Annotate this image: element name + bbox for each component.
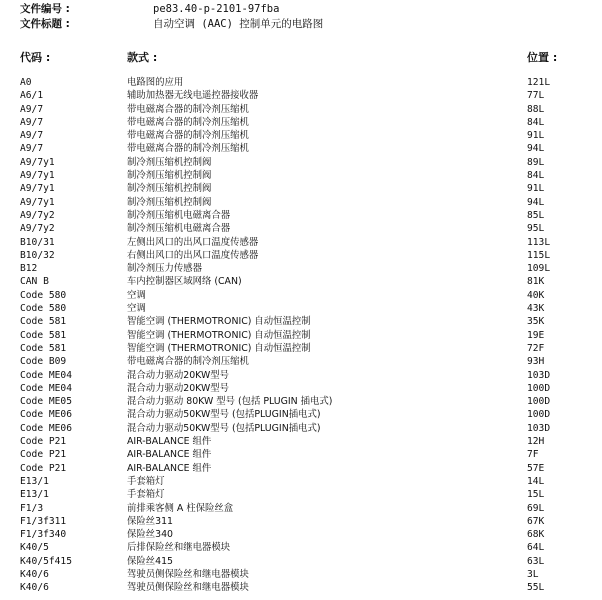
row-position: 77L (527, 90, 545, 102)
row-description: 智能空调 (THERMOTRONIC) 自动恒温控制 (127, 329, 311, 341)
row-position: 7F (527, 449, 539, 461)
row-position: 84L (527, 116, 545, 128)
row-position: 15L (527, 489, 545, 501)
row-position: 14L (527, 475, 545, 487)
row-code: A9/7 (20, 130, 44, 142)
row-position: 89L (527, 156, 545, 168)
file-title-value: 自动空调 (AAC) 控制单元的电路图 (153, 18, 324, 30)
row-description: 后排保险丝和继电器模块 (127, 542, 231, 554)
component-table (0, 76, 602, 595)
table-row (0, 236, 602, 249)
row-position: 109L (527, 263, 551, 275)
row-code: A9/7y1 (20, 196, 55, 208)
row-description: 驾驶员侧保险丝和继电器模块 (127, 582, 249, 594)
row-position: 72F (527, 342, 545, 354)
table-row (0, 182, 602, 195)
row-code: A6/1 (20, 90, 44, 102)
row-code: Code P21 (20, 462, 67, 474)
row-position: 94L (527, 143, 545, 155)
row-code: F1/3 (20, 502, 44, 514)
row-code: A9/7 (20, 143, 44, 155)
row-code: E13/1 (20, 489, 49, 501)
table-row (0, 262, 602, 275)
table-row (0, 275, 602, 288)
row-code: Code 581 (20, 316, 67, 328)
table-row (0, 488, 602, 501)
row-description: 混合动力驱动 80KW 型号 (包括 PLUGIN 插电式) (127, 396, 333, 408)
row-description: 带电磁离合器的制冷剂压缩机 (127, 356, 249, 368)
row-description: 空调 (127, 303, 146, 315)
row-description: 制冷剂压缩机电磁离合器 (127, 223, 231, 235)
table-row (0, 462, 602, 475)
table-row (0, 581, 602, 594)
row-position: 94L (527, 196, 545, 208)
row-description: 混合动力驱动50KW型号 (包括PLUGIN插电式) (127, 409, 321, 421)
row-description: 前排乘客侧 A 柱保险丝盒 (127, 502, 234, 514)
row-description: 制冷剂压力传感器 (127, 263, 203, 275)
row-description: 带电磁离合器的制冷剂压缩机 (127, 143, 249, 155)
row-description: 保险丝311 (127, 515, 174, 527)
table-row (0, 156, 602, 169)
row-code: K40/6 (20, 568, 49, 580)
row-position: 95L (527, 223, 545, 235)
row-position: 100D (527, 409, 551, 421)
row-description: 制冷剂压缩机控制阀 (127, 196, 212, 208)
row-position: 100D (527, 396, 551, 408)
row-code: B10/32 (20, 249, 55, 261)
table-header (0, 50, 602, 66)
row-code: F1/3f311 (20, 515, 67, 527)
row-position: 103D (527, 369, 551, 381)
table-row (0, 302, 602, 315)
row-description: 混合动力驱动20KW型号 (127, 382, 230, 394)
table-row (0, 329, 602, 342)
row-code: A9/7y1 (20, 170, 55, 182)
row-position: 12H (527, 436, 545, 448)
row-code: A9/7y2 (20, 209, 55, 221)
row-code: Code P21 (20, 436, 67, 448)
row-code: A0 (20, 77, 32, 88)
table-row (0, 435, 602, 448)
row-code: Code B09 (20, 356, 67, 368)
row-position: 69L (527, 502, 545, 514)
row-position: 55L (527, 582, 545, 594)
row-description: 电路图的应用 (127, 77, 184, 88)
file-number-value: pe83.40-p-2101-97fba (153, 3, 280, 15)
row-position: 3L (527, 568, 539, 580)
header-code: 代码 : (20, 51, 51, 64)
row-description: 车内控制器区域网络 (CAN) (127, 276, 242, 288)
row-position: 115L (527, 249, 551, 261)
row-description: 智能空调 (THERMOTRONIC) 自动恒温控制 (127, 316, 311, 328)
row-position: 103D (527, 422, 551, 434)
row-code: Code ME06 (20, 422, 72, 434)
row-position: 88L (527, 103, 545, 115)
row-code: Code 581 (20, 329, 67, 341)
table-row (0, 89, 602, 102)
table-row (0, 568, 602, 581)
row-position: 43K (527, 303, 545, 315)
row-description: 空调 (127, 289, 146, 301)
row-code: Code 580 (20, 303, 67, 315)
table-row (0, 555, 602, 568)
row-code: K40/6 (20, 582, 49, 594)
file-number-label: 文件编号 : (20, 3, 70, 15)
row-position: 67K (527, 515, 545, 527)
row-description: 智能空调 (THERMOTRONIC) 自动恒温控制 (127, 342, 311, 354)
row-description: 制冷剂压缩机电磁离合器 (127, 209, 231, 221)
table-row (0, 103, 602, 116)
row-code: Code 581 (20, 342, 67, 354)
file-title-label: 文件标题 : (20, 18, 70, 30)
table-row (0, 408, 602, 421)
table-row (0, 289, 602, 302)
row-code: A9/7y2 (20, 223, 55, 235)
table-row (0, 541, 602, 554)
row-description: 混合动力驱动20KW型号 (127, 369, 230, 381)
row-description: 保险丝340 (127, 529, 174, 541)
row-description: 制冷剂压缩机控制阀 (127, 170, 212, 182)
table-row (0, 196, 602, 209)
row-position: 100D (527, 382, 551, 394)
row-position: 91L (527, 130, 545, 142)
table-row (0, 142, 602, 155)
header-description: 款式 : (127, 51, 158, 64)
table-row (0, 76, 602, 89)
row-code: K40/5f415 (20, 555, 72, 567)
table-row (0, 315, 602, 328)
table-row (0, 528, 602, 541)
row-description: 右侧出风口的出风口温度传感器 (127, 249, 259, 261)
table-row (0, 342, 602, 355)
row-position: 57E (527, 462, 545, 474)
row-position: 64L (527, 542, 545, 554)
row-description: 带电磁离合器的制冷剂压缩机 (127, 116, 249, 128)
row-position: 81K (527, 276, 545, 288)
table-row (0, 355, 602, 368)
row-position: 63L (527, 555, 545, 567)
row-code: B10/31 (20, 236, 55, 248)
row-description: 辅助加热器无线电遥控器接收器 (127, 90, 259, 102)
row-position: 121L (527, 77, 551, 88)
row-description: 驾驶员侧保险丝和继电器模块 (127, 568, 249, 580)
header-position: 位置 : (527, 51, 558, 64)
row-description: 手套箱灯 (127, 489, 165, 501)
row-code: A9/7 (20, 116, 44, 128)
table-row (0, 222, 602, 235)
row-description: 手套箱灯 (127, 475, 165, 487)
table-row (0, 169, 602, 182)
table-row (0, 502, 602, 515)
table-row (0, 515, 602, 528)
row-description: 混合动力驱动50KW型号 (包括PLUGIN插电式) (127, 422, 321, 434)
table-row (0, 129, 602, 142)
table-row (0, 475, 602, 488)
row-code: F1/3f340 (20, 529, 67, 541)
row-code: Code ME06 (20, 409, 72, 421)
row-code: E13/1 (20, 475, 49, 487)
row-description: AIR-BALANCE 组件 (127, 436, 212, 448)
table-row (0, 395, 602, 408)
table-row (0, 448, 602, 461)
row-position: 85L (527, 209, 545, 221)
row-position: 19E (527, 329, 545, 341)
row-code: B12 (20, 263, 38, 275)
row-code: CAN B (20, 276, 49, 288)
row-position: 113L (527, 236, 551, 248)
row-code: A9/7y1 (20, 156, 55, 168)
row-description: 带电磁离合器的制冷剂压缩机 (127, 103, 249, 115)
row-code: Code 580 (20, 289, 67, 301)
row-position: 84L (527, 170, 545, 182)
row-code: Code ME05 (20, 396, 72, 408)
row-description: 制冷剂压缩机控制阀 (127, 156, 212, 168)
row-code: A9/7 (20, 103, 44, 115)
row-position: 68K (527, 529, 545, 541)
table-row (0, 382, 602, 395)
row-code: K40/5 (20, 542, 49, 554)
table-row (0, 422, 602, 435)
row-description: 保险丝415 (127, 555, 174, 567)
table-row (0, 116, 602, 129)
row-code: A9/7y1 (20, 183, 55, 195)
row-position: 93H (527, 356, 545, 368)
table-row (0, 249, 602, 262)
table-row (0, 209, 602, 222)
row-description: 带电磁离合器的制冷剂压缩机 (127, 130, 249, 142)
row-position: 91L (527, 183, 545, 195)
row-code: Code ME04 (20, 382, 72, 394)
row-position: 40K (527, 289, 545, 301)
row-position: 35K (527, 316, 545, 328)
row-description: 制冷剂压缩机控制阀 (127, 183, 212, 195)
row-code: Code ME04 (20, 369, 72, 381)
row-code: Code P21 (20, 449, 67, 461)
row-description: AIR-BALANCE 组件 (127, 462, 212, 474)
row-description: AIR-BALANCE 组件 (127, 449, 212, 461)
table-row (0, 369, 602, 382)
row-description: 左侧出风口的出风口温度传感器 (127, 236, 259, 248)
